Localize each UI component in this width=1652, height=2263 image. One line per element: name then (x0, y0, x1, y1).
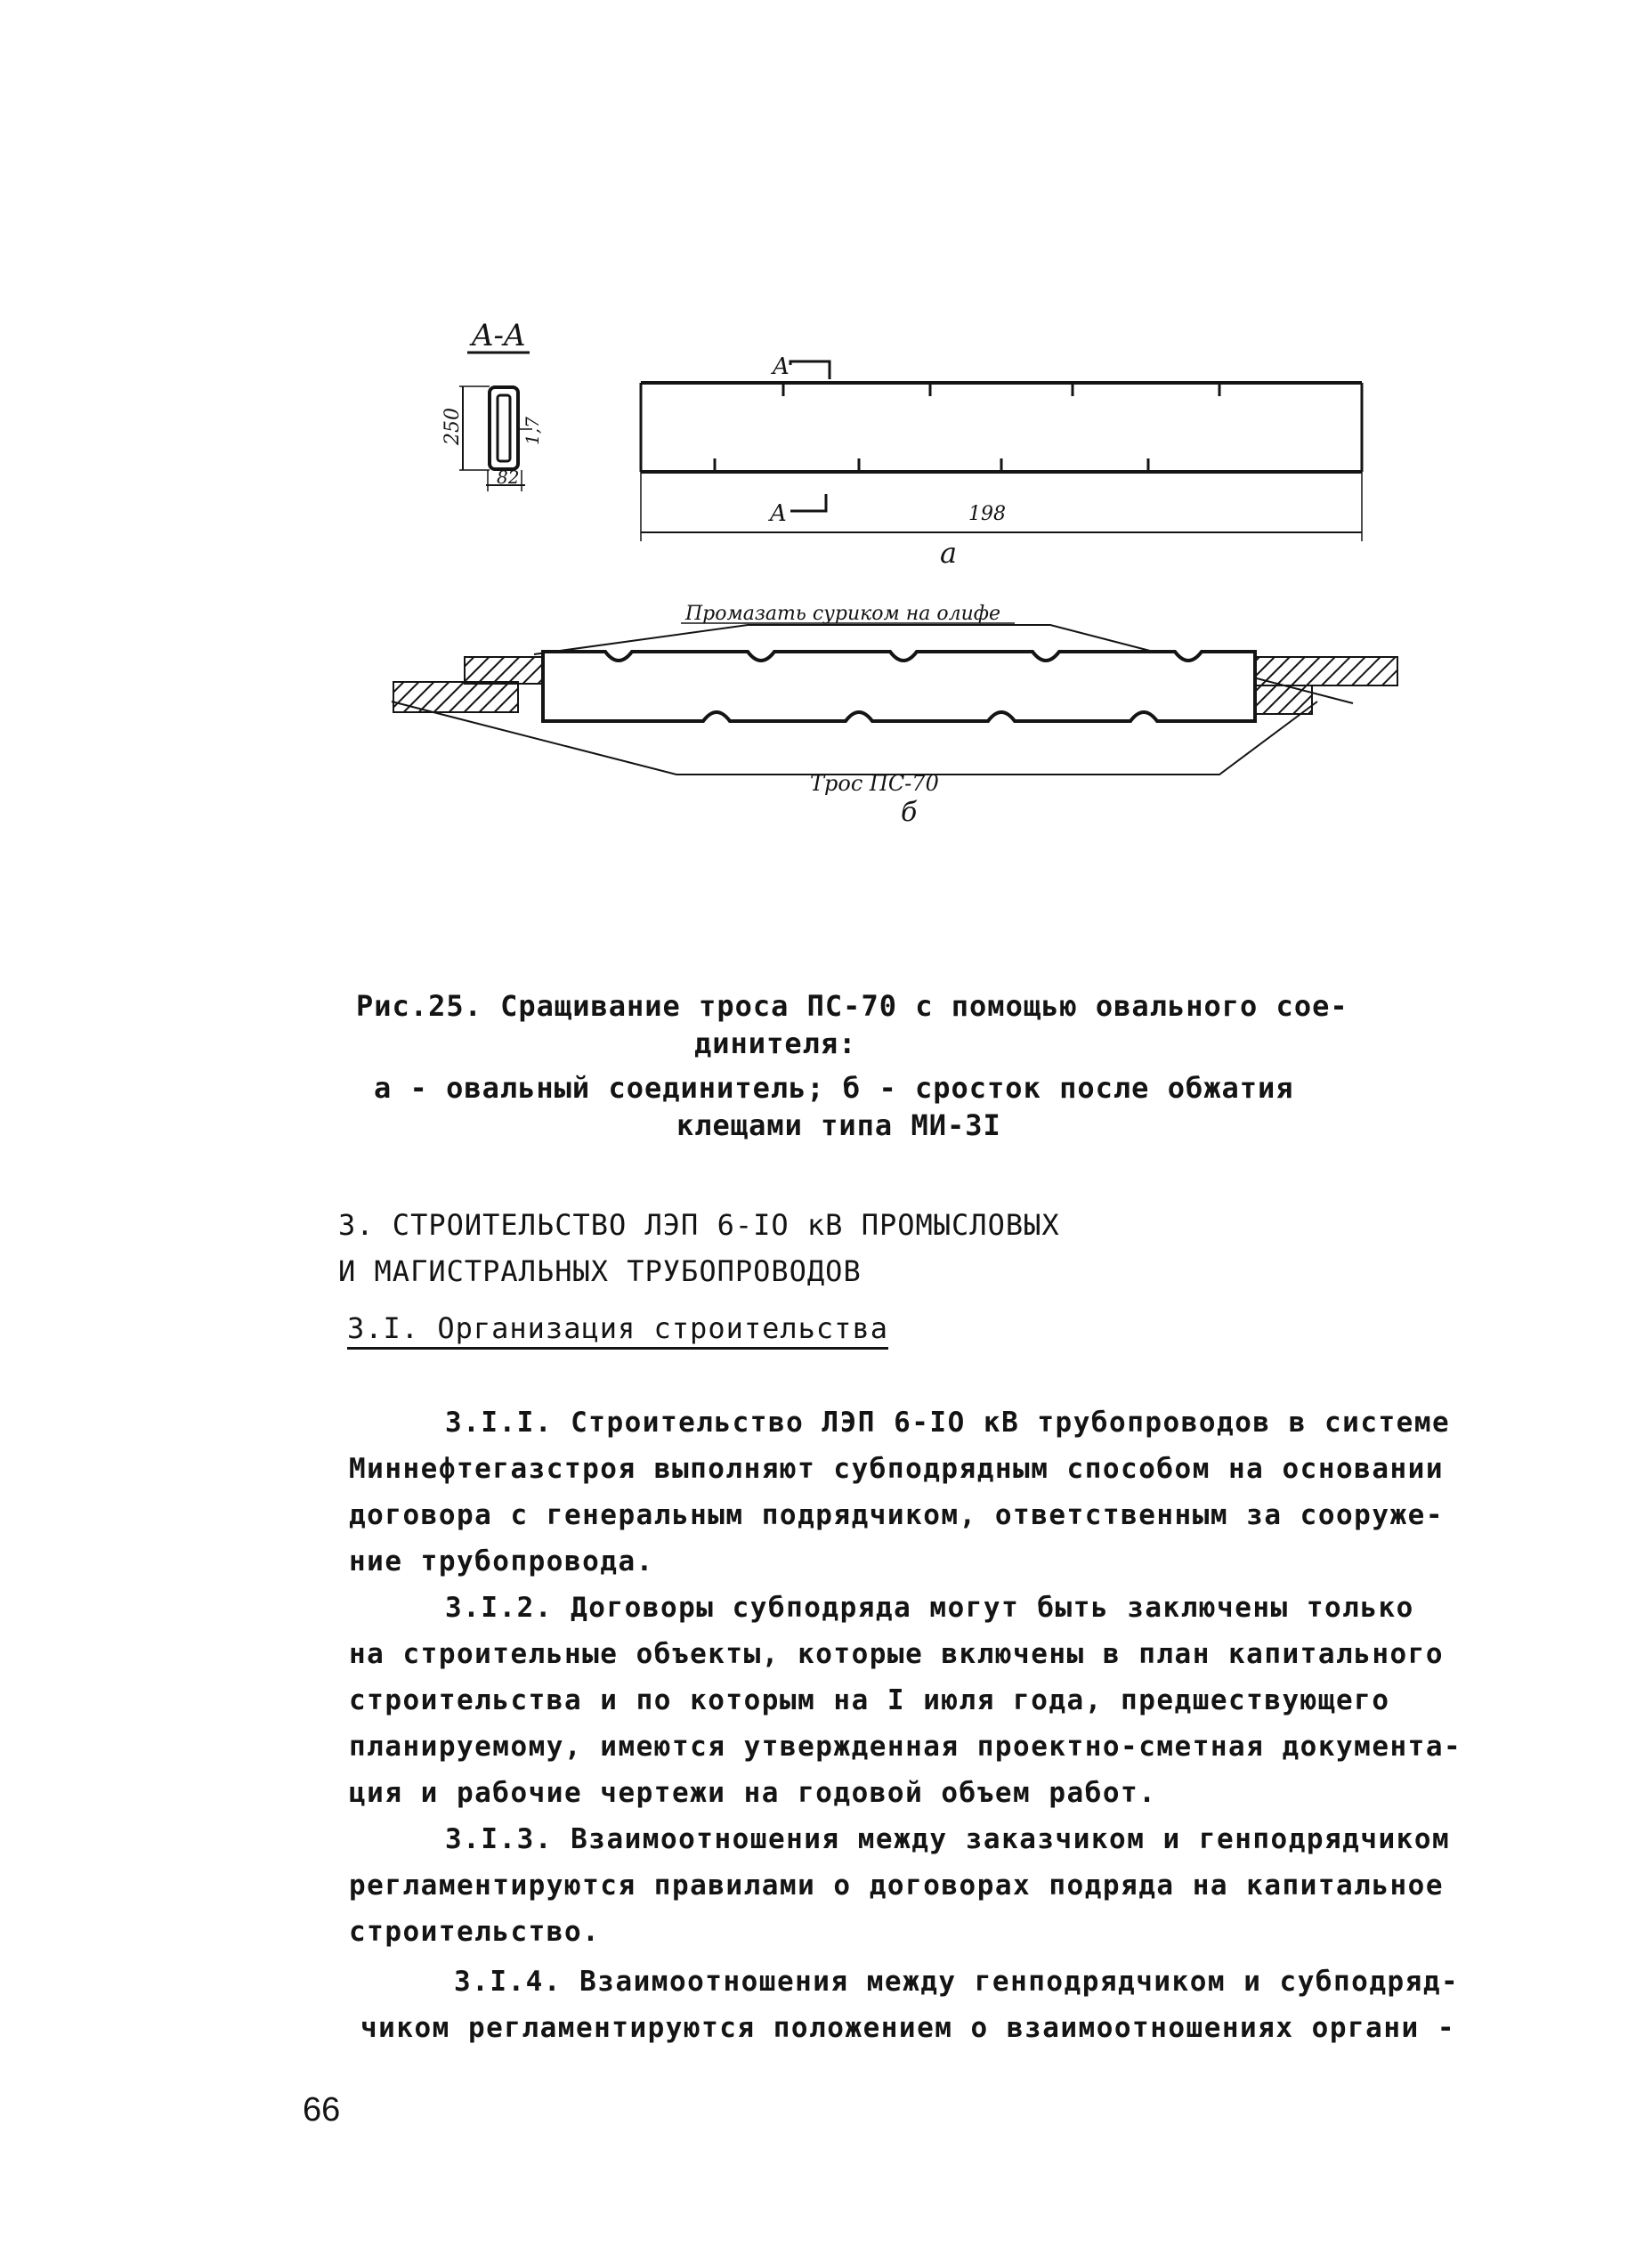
page-number: 66 (303, 2091, 341, 2129)
cable-end-right-lower (1255, 685, 1312, 714)
note-top-text: Промазать суриком на олифе (685, 603, 1001, 625)
paragraph-3-1-3-line3: строительство. (349, 1916, 601, 1948)
figure-caption-line4: клещами типа МИ-3I (676, 1108, 1001, 1142)
cable-end-left-lower (393, 682, 518, 712)
figure-caption-line2: динителя: (694, 1026, 857, 1060)
compressed-connector (543, 652, 1255, 721)
section-title-line1: 3. СТРОИТЕЛЬСТВО ЛЭП 6-IO кВ ПРОМЫСЛОВЫХ (338, 1208, 1060, 1242)
paragraph-3-1-3-line2: регламентируются правилами о договорах подряда на капитальное (349, 1870, 1444, 1902)
figure-label-a: а (940, 536, 958, 570)
section-inner-profile (498, 395, 510, 461)
cable-label-text: Трос ПС-70 (810, 771, 939, 796)
figure-drawing (374, 303, 1442, 855)
paragraph-3-1-2-line4: планируемому, имеются утвержденная проектно-сметная документа- (349, 1731, 1462, 1763)
dim-thickness-text: 1,7 (522, 417, 543, 445)
subsection-title: 3.I. Организация строительства (347, 1311, 888, 1345)
dim-length-text: 198 (968, 503, 1006, 525)
figure-caption-line3: а - овальный соединитель; б - сросток после обжатия (374, 1071, 1294, 1105)
cable-end-left-upper (465, 657, 543, 684)
section-label: A-A (472, 318, 526, 353)
figure-oval-connector (374, 303, 1442, 855)
dim-height-text: 250 (441, 408, 464, 445)
figure-caption-line1: Рис.25. Сращивание троса ПС-70 с помощью овального сое- (356, 989, 1348, 1023)
section-outer-profile (490, 387, 518, 469)
cut-mark-top: A (773, 353, 790, 380)
paragraph-3-1-1-line4: ние трубопровода. (349, 1545, 654, 1578)
paragraph-3-1-3-line1: 3.I.3. Взаимоотношения между заказчиком и генподрядчиком (445, 1823, 1451, 1855)
cable-end-right-upper (1255, 657, 1397, 685)
paragraph-3-1-1-line1: 3.I.I. Строительство ЛЭП 6-IO кВ трубопроводов в системе (445, 1407, 1451, 1439)
paragraph-3-1-1-line3: договора с генеральным подрядчиком, ответственным за сооруже- (349, 1499, 1444, 1531)
paragraph-3-1-2-line5: ция и рабочие чертежи на годовой объем работ. (349, 1777, 1157, 1809)
paragraph-3-1-1-line2: Миннефтегазстроя выполняют субподрядным способом на основании (349, 1453, 1444, 1485)
figure-label-b: б (901, 797, 918, 828)
paragraph-3-1-2-line3: строительства и по которым на I июля года, предшествующего (349, 1684, 1390, 1716)
cut-mark-bottom: A (770, 500, 787, 527)
paragraph-3-1-4-line1: 3.I.4. Взаимоотношения между генподрядчиком и субподряд- (454, 1966, 1460, 1998)
paragraph-3-1-4-line2: чиком регламентируются положением о взаимоотношениях органи - (360, 2012, 1455, 2044)
dim-width-text: 82 (497, 466, 520, 488)
section-title-line2: И МАГИСТРАЛЬНЫХ ТРУБОПРОВОДОВ (338, 1254, 862, 1288)
paragraph-3-1-2-line2: на строительные объекты, которые включены в план капитального (349, 1638, 1444, 1670)
paragraph-3-1-2-line1: 3.I.2. Договоры субподряда могут быть заключены только (445, 1592, 1414, 1624)
